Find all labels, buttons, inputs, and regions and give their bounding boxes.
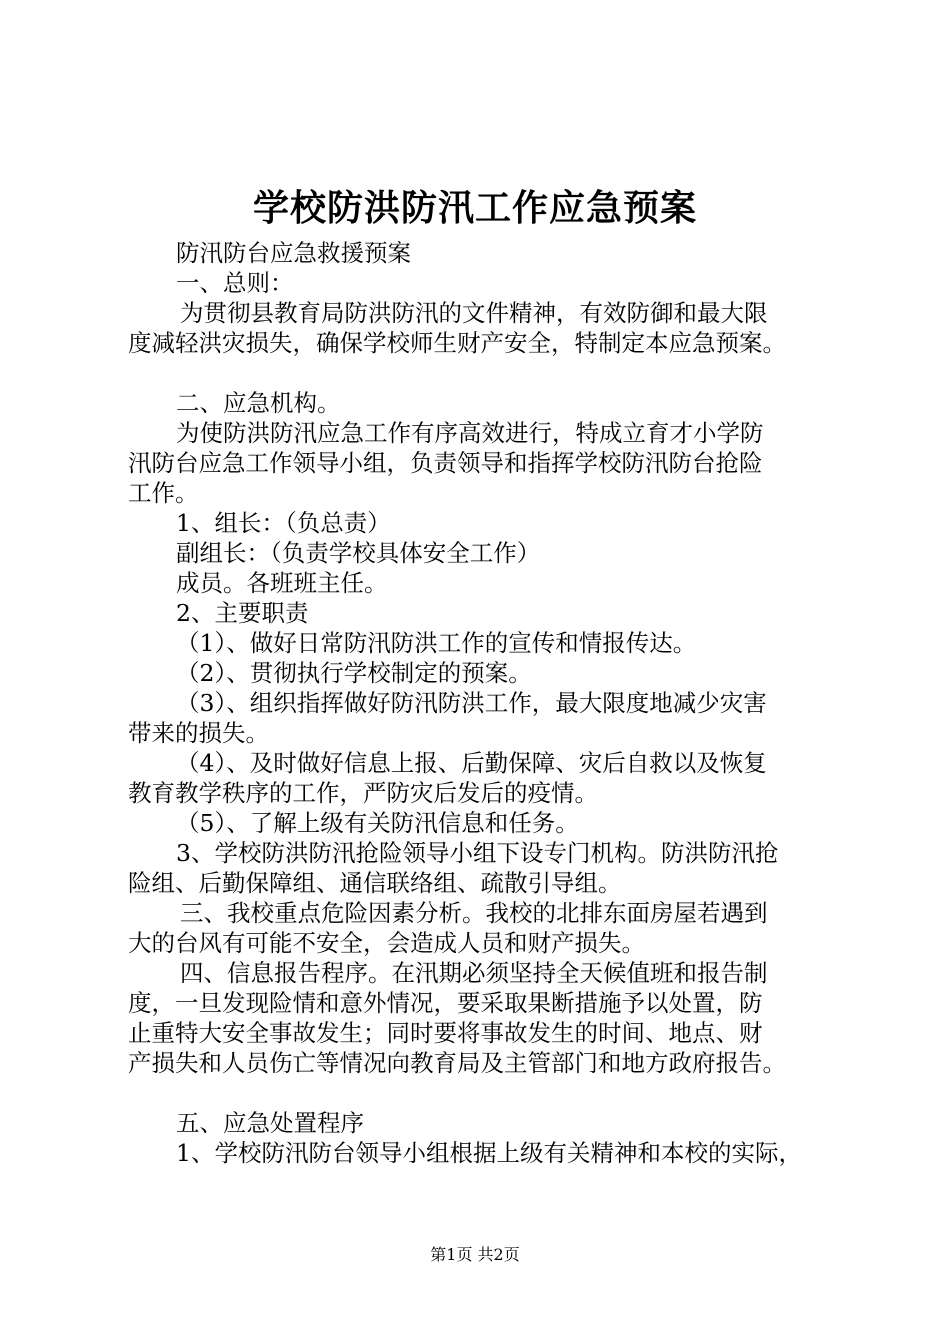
paragraph-line: 汛防台应急工作领导小组，负责领导和指挥学校防汛防台抢险: [128, 449, 763, 477]
paragraph-line: 四、信息报告程序。在汛期必须坚持全天候值班和报告制: [180, 959, 768, 987]
section-heading: 一、总则：: [176, 269, 294, 297]
paragraph-line: 度，一旦发现险情和意外情况，要采取果断措施予以处置，防: [128, 989, 763, 1017]
page-footer: 第1页 共2页: [430, 1245, 520, 1264]
paragraph-line: 3、学校防洪防汛抢险领导小组下设专门机构。防洪防汛抢: [176, 839, 779, 867]
section-heading: 二、应急机构。: [176, 389, 341, 417]
list-item: （5）、了解上级有关防汛信息和任务。: [176, 809, 579, 837]
document-body: [128, 238, 840, 1168]
paragraph-line: 1、学校防汛防台领导小组根据上级有关精神和本校的实际，: [176, 1139, 802, 1167]
document-title: 学校防洪防汛工作应急预案: [252, 187, 697, 229]
blank-line: [128, 1078, 840, 1108]
paragraph-line: 副组长：（负责学校具体安全工作）: [176, 539, 541, 567]
section-heading: 2、主要职责: [176, 599, 309, 627]
list-item: （4）、及时做好信息上报、后勤保障、灾后自救以及恢复: [176, 749, 767, 777]
paragraph-line: 为贯彻县教育局防洪防汛的文件精神，有效防御和最大限: [180, 299, 768, 327]
paragraph-line: 带来的损失。: [128, 719, 269, 747]
list-item: （3）、组织指挥做好防汛防洪工作，最大限度地减少灾害: [176, 689, 767, 717]
paragraph-line: 三、我校重点危险因素分析。我校的北排东面房屋若遇到: [180, 899, 768, 927]
subtitle-line: 防汛防台应急救援预案: [176, 239, 411, 267]
list-item: （1）、做好日常防汛防洪工作的宣传和情报传达。: [176, 629, 697, 657]
paragraph-line: 度减轻洪灾损失，确保学校师生财产安全，特制定本应急预案。: [128, 329, 786, 357]
list-item: （2）、贯彻执行学校制定的预案。: [176, 659, 532, 687]
paragraph-line: 教育教学秩序的工作，严防灾后发后的疫情。: [128, 779, 598, 807]
paragraph-line: 1、组长：（负总责）: [176, 509, 391, 537]
section-heading: 五、应急处置程序: [176, 1109, 364, 1137]
paragraph-line: 成员。各班班主任。: [176, 569, 388, 597]
paragraph-line: 产损失和人员伤亡等情况向教育局及主管部门和地方政府报告。: [128, 1049, 786, 1077]
paragraph-line: 工作。: [128, 479, 199, 507]
paragraph-line: 为使防洪防汛应急工作有序高效进行，特成立育才小学防: [176, 419, 764, 447]
paragraph-line: 止重特大安全事故发生；同时要将事故发生的时间、地点、财: [128, 1019, 763, 1047]
paragraph-line: 险组、后勤保障组、通信联络组、疏散引导组。: [128, 869, 622, 897]
blank-line: [128, 358, 840, 388]
paragraph-line: 大的台风有可能不安全，会造成人员和财产损失。: [128, 929, 645, 957]
